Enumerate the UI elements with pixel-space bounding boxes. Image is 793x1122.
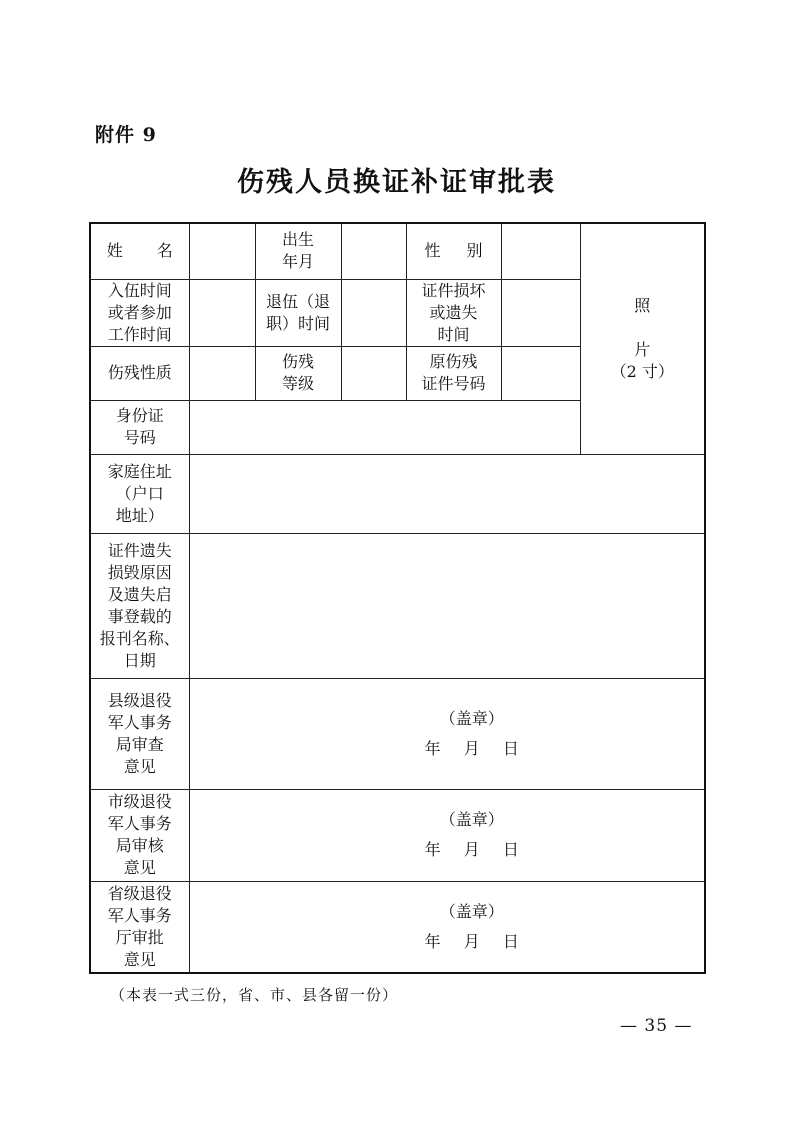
damage-time-label: 证件损坏 或遗失 时间 [421,280,486,344]
city-label: 市级退役 军人事务 局审核 意见 [107,792,172,877]
retire-input-cell[interactable] [341,279,406,346]
county-label: 县级退役 军人事务 局审查 意见 [107,690,172,776]
gender-label-cell [406,223,509,279]
address-label: 家庭住址 （户口 地址） [107,461,172,525]
gender-input-cell[interactable] [501,223,580,279]
name-label-cell [90,223,207,279]
photo-label: 照 片 （2 寸） [610,295,674,381]
enlist-input-cell[interactable] [189,279,255,346]
city-label-cell [90,789,189,881]
county-date-text: 年 月 日 [424,738,519,758]
gender-label: 性别 [424,241,509,261]
photo-cell[interactable] [580,223,705,454]
disability-nature-label: 伤残性质 [107,363,172,382]
disability-grade-input-cell[interactable] [341,346,406,400]
enlist-label: 入伍时间 或者参加 工作时间 [107,280,172,344]
document-title: 伤残人员换证补证审批表 [237,167,556,198]
id-input-cell[interactable] [189,400,580,454]
orig-cert-input-cell[interactable] [501,346,580,400]
loss-reason-input-cell[interactable] [189,533,705,678]
birth-input-cell[interactable] [341,223,406,279]
page-number: — 35 — [620,1016,693,1036]
birth-label-cell [255,223,341,279]
approval-form-table [89,222,706,974]
footnote: （本表一式三份，省、市、县各留一份） [110,986,399,1004]
retire-label-cell [255,279,341,346]
birth-label: 出生 年月 [281,230,314,272]
province-stamp-block [425,897,519,957]
id-label-cell [90,400,189,454]
damage-time-input-cell[interactable] [501,279,580,346]
orig-cert-label: 原伤残 证件号码 [421,352,486,393]
city-opinion-cell[interactable] [189,789,705,881]
disability-nature-label-cell [90,346,189,400]
city-date-text: 年 月 日 [424,840,519,859]
county-label-cell [90,678,189,789]
county-stamp-block [425,704,519,764]
address-input-cell[interactable] [189,454,705,533]
loss-reason-label-cell [90,533,189,678]
province-opinion-cell[interactable] [189,881,705,973]
disability-grade-label-cell [255,346,341,400]
county-stamp-text: （盖章） [439,708,504,728]
address-label-cell [90,454,189,533]
orig-cert-label-cell [406,346,501,400]
disability-grade-label: 伤残 等级 [281,352,314,393]
id-label: 身份证 号码 [115,406,164,447]
province-label: 省级退役 军人事务 厅审批 意见 [107,883,172,969]
province-date-text: 年 月 日 [424,931,519,951]
province-stamp-text: （盖章） [439,901,504,921]
retire-label: 退伍（退 职）时间 [265,291,330,333]
enlist-label-cell [90,279,189,346]
city-stamp-block [425,805,519,865]
damage-time-label-cell [406,279,501,346]
disability-nature-input-cell[interactable] [189,346,255,400]
county-opinion-cell[interactable] [189,678,705,789]
name-label: 姓名 [106,241,207,261]
attachment-label: 附件 9 [95,124,157,146]
city-stamp-text: （盖章） [439,810,504,829]
loss-reason-label: 证件遗失 损毁原因 及遗失启 事登载的 报刊名称、 日期 [99,540,180,670]
province-label-cell [90,881,189,973]
